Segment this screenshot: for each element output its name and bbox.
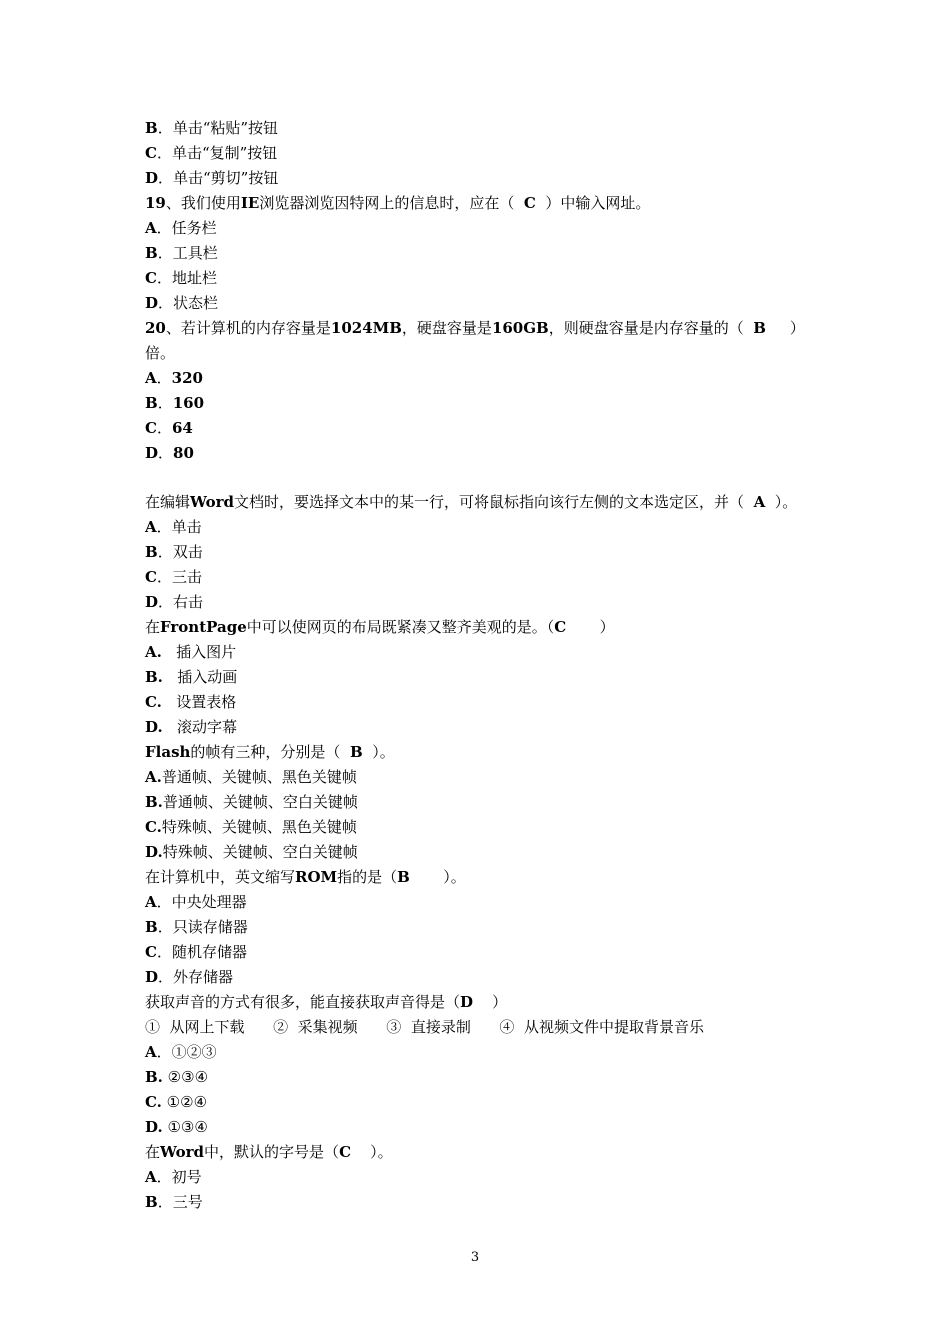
text-line-q25-items [145,1017,704,1037]
text-run: ）。 [765,493,798,511]
text-line-q25-b [145,1067,208,1087]
text-run: ） [473,993,508,1011]
text-run: ①②④ [161,1093,208,1111]
text-line-q22-d [145,717,237,737]
text-run: C [145,269,157,287]
text-run: C [339,1143,352,1161]
text-run: D [145,444,159,462]
text-line-q19-b [145,243,218,263]
text-line-q22-a [145,642,236,662]
text-run: Word [160,1143,205,1161]
text-run: D [145,169,159,187]
text-line-q23-a [145,767,357,787]
text-run: 在 [145,618,161,636]
text-line-q23-c [145,817,357,837]
text-line-q20-d [145,443,194,463]
text-run: ．状态栏 [158,294,219,312]
text-run: B. [145,668,163,686]
text-run: A [753,493,766,511]
text-run: ．初号 [156,1168,202,1186]
text-run: C. [145,818,162,836]
text-line-q24-c [145,942,247,962]
text-line-q24-b [145,917,248,937]
text-line-q20 [145,318,805,338]
page-number: 3 [470,1250,480,1265]
text-run: C [523,194,536,212]
text-run: 插入图片 [161,643,237,661]
text-run: ．随机存储器 [156,943,247,961]
text-run: ROM [295,868,338,886]
text-run: ）。 [409,868,466,886]
text-run: 20 [145,319,166,337]
text-run: ．右击 [158,593,204,611]
text-line-q20-cont [145,343,175,363]
text-line-q21-d [145,592,203,612]
text-run: A [145,893,157,911]
text-run: D. [145,718,163,736]
text-run: ．只读存储器 [157,918,248,936]
text-line-q26-b [145,1192,203,1212]
text-run: ．双击 [157,543,203,561]
text-run: 19 [145,194,166,212]
text-run: B [145,918,158,936]
text-line-q25-a [145,1042,217,1062]
text-run: 文档时，要选择文本中的某一行，可将鼠标指向该行左侧的文本选定区，并（ [234,493,754,511]
text-line-q18-c [145,143,277,163]
text-run: 特殊帧、关键帧、黑色关键帧 [161,818,357,836]
text-run: ）。 [351,1143,393,1161]
text-line-q24-d [145,967,233,987]
text-line-q18-b [145,118,278,138]
text-run: ．工具栏 [157,244,218,262]
text-run: 插入动画 [162,668,238,686]
text-run: ．外存储器 [158,968,234,986]
text-run: FrontPage [160,618,247,636]
text-run: ① 从网上下载 ② 采集视频 ③ 直接录制 ④ 从视频文件中提取背景音乐 [145,1018,704,1036]
text-run: 160 [172,394,205,412]
text-run: B [145,1193,158,1211]
text-line-q21-a [145,517,202,537]
text-run: ．①②③ [156,1043,217,1061]
text-run: 在编辑 [145,493,191,511]
text-run: A [145,1168,157,1186]
text-run: ） [566,618,615,636]
text-line-q20-a [145,368,203,388]
text-run: C. [145,693,162,711]
text-run: ． [156,369,172,387]
text-line-q21-b [145,542,203,562]
text-run: C [554,618,567,636]
text-run: ．三击 [156,568,202,586]
text-line-q22-c [145,692,236,712]
text-run: ） [765,319,805,337]
text-run: 80 [173,444,194,462]
text-run: 设置表格 [161,693,237,711]
text-line-q21-c [145,567,202,587]
text-run: ②③④ [162,1068,209,1086]
text-run: 特殊帧、关键帧、空白关键帧 [162,843,358,861]
text-run: 1024MB [330,319,402,337]
text-run: ，硬盘容量是 [401,319,492,337]
text-run: A. [145,643,162,661]
text-run: 、若计算机的内存容量是 [165,319,331,337]
text-line-q25-d [145,1117,208,1137]
text-line-q23 [145,742,395,762]
text-run: ．任务栏 [156,219,217,237]
text-line-q19-d [145,293,218,313]
text-line-q25 [145,992,507,1012]
text-line-q19-a [145,218,217,238]
text-run: B [145,244,158,262]
text-line-q22 [145,617,615,637]
text-line-q19 [145,193,650,213]
text-run: ）中输入网址。 [535,194,651,212]
text-run: Flash [145,743,191,761]
text-line-q23-b [145,792,358,812]
text-run: A [145,219,157,237]
text-run: B. [145,793,163,811]
text-run: C [145,144,157,162]
text-run: C [145,419,157,437]
text-line-q18-d [145,168,278,188]
text-run: 320 [171,369,203,387]
text-run: ． [158,444,174,462]
text-run: ．三号 [157,1193,203,1211]
text-run: ．单击“复制”按钮 [156,144,278,162]
text-line-q26-a [145,1167,202,1187]
text-run: B. [145,1068,163,1086]
text-line-q20-c [145,418,193,438]
text-run: 指的是（ [337,868,398,886]
text-run: ）。 [362,743,395,761]
text-run: D. [145,1118,163,1136]
text-run: B [753,319,766,337]
text-run: ．中央处理器 [156,893,247,911]
text-run: D [460,993,474,1011]
text-run: B [145,543,158,561]
text-run: ，则硬盘容量是内存容量的（ [548,319,754,337]
text-run: A [145,369,157,387]
text-run: D [145,593,159,611]
text-run: ．地址栏 [156,269,217,287]
text-run: ①③④ [162,1118,208,1136]
text-run: Word [190,493,235,511]
text-line-q22-b [145,667,237,687]
text-run: 的帧有三种，分别是（ [190,743,350,761]
text-run: D. [145,843,163,861]
text-run: IE [240,194,260,212]
text-run: B [145,119,158,137]
text-run: 滚动字幕 [162,718,238,736]
text-run: 64 [171,419,193,437]
text-run: C [145,568,157,586]
text-run: D [145,294,159,312]
text-run: ． [156,419,172,437]
text-line-q19-c [145,268,217,288]
text-line-q20-b [145,393,204,413]
text-run: 普通帧、关键帧、空白关键帧 [162,793,358,811]
text-line-q24-a [145,892,247,912]
text-line-q25-c [145,1092,207,1112]
text-run: 、我们使用 [165,194,241,212]
text-run: 160GB [491,319,549,337]
text-run: ．单击 [156,518,202,536]
text-run: ．单击“剪切”按钮 [158,169,279,187]
text-run: B [349,743,363,761]
text-run: ．单击“粘贴”按钮 [157,119,279,137]
text-line-q26 [145,1142,393,1162]
text-run: 中，默认的字号是（ [204,1143,340,1161]
text-line-q23-d [145,842,358,862]
text-line-q21 [145,492,797,512]
text-run: A [145,1043,157,1061]
text-run: 在 [145,1143,161,1161]
text-run: A [145,518,157,536]
text-run: ． [157,394,173,412]
text-run: 倍。 [145,344,176,362]
text-run: D [145,968,159,986]
text-run: 在计算机中，英文缩写 [145,868,296,886]
text-run: C [145,943,157,961]
text-run: B [397,868,410,886]
text-run: B [145,394,158,412]
text-run: 浏览器浏览因特网上的信息时，应在（ [259,194,524,212]
text-run: 获取声音的方式有很多，能直接获取声音得是（ [145,993,461,1011]
text-line-q24 [145,867,466,887]
text-run: A. [145,768,162,786]
text-run: C. [145,1093,162,1111]
text-run: 普通帧、关键帧、黑色关键帧 [161,768,357,786]
text-run: 中可以使网页的布局既紧凑又整齐美观的是。（ [246,618,555,636]
